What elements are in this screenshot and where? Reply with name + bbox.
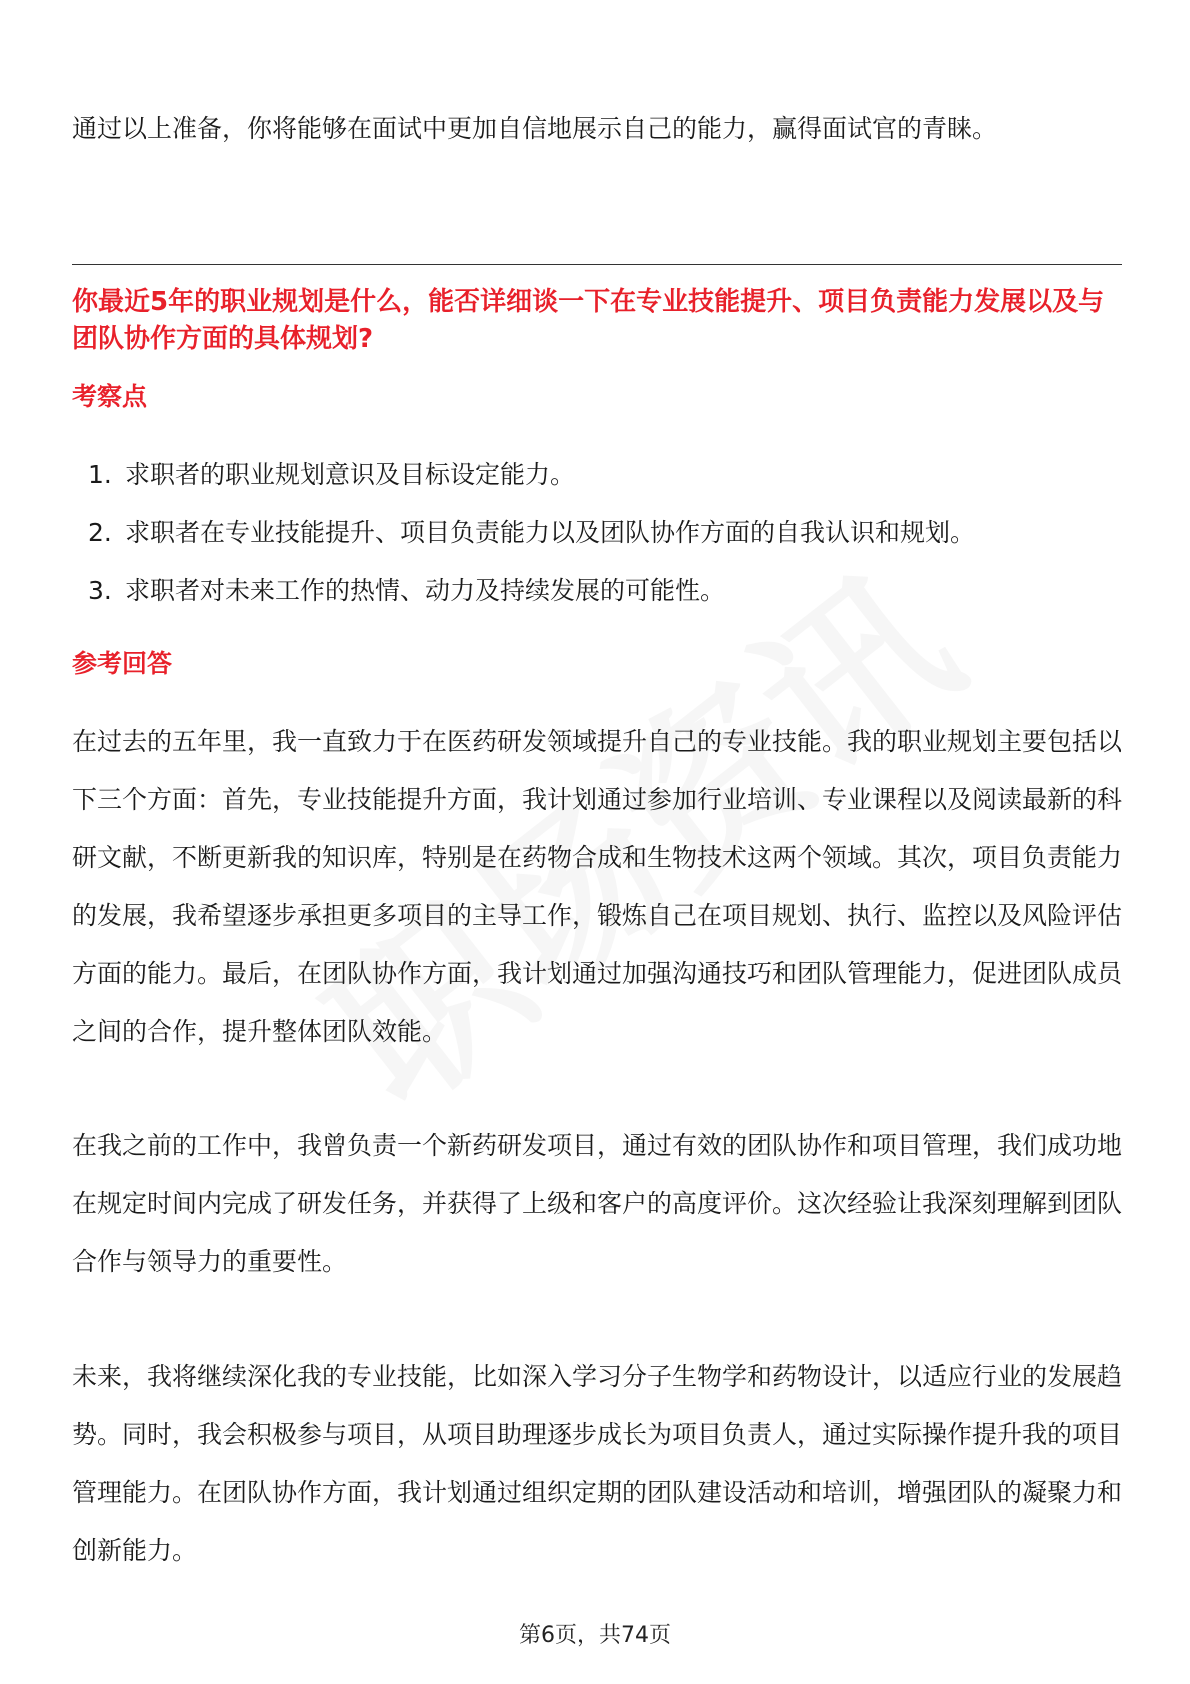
answer-paragraph: 在我之前的工作中，我曾负责一个新药研发项目，通过有效的团队协作和项目管理，我们成功地在规定时间内完成了研发任务，并获得了上级和客户的高度评价。这次经验让我深刻理解到团队合作与领导力的重要性。 <box>72 1131 1123 1276</box>
list-item-number: 3. <box>88 576 112 605</box>
points-list <box>88 458 1122 632</box>
page-number: 第6页，共74页 <box>519 1623 671 1648</box>
list-item-text: 求职者在专业技能提升、项目负责能力以及团队协作方面的自我认识和规划。 <box>125 518 976 547</box>
answer-paragraph: 未来，我将继续深化我的专业技能，比如深入学习分子生物学和药物设计，以适应行业的发展趋势。同时，我会积极参与项目，从项目助理逐步成长为项目负责人，通过实际操作提升我的项目管理能力。在团队协作方面，我计划通过组织定期的团队建设活动和培训，增强团队的凝聚力和创新能力。 <box>72 1362 1123 1565</box>
list-item-number: 2. <box>88 518 112 547</box>
list-item <box>88 458 1122 516</box>
document-page <box>72 0 1122 1684</box>
points-title: 考察点 <box>72 382 148 411</box>
intro-paragraph: 通过以上准备，你将能够在面试中更加自信地展示自己的能力，赢得面试官的青睐。 <box>72 114 998 143</box>
list-item-text: 求职者的职业规划意识及目标设定能力。 <box>125 460 576 489</box>
list-item-text: 求职者对未来工作的热情、动力及持续发展的可能性。 <box>125 576 726 605</box>
list-item <box>88 516 1122 574</box>
section-divider <box>72 264 1122 265</box>
question-heading: 你最近5年的职业规划是什么，能否详细谈一下在专业技能提升、项目负责能力发展以及与团队协作方面的具体规划? <box>72 287 1105 354</box>
list-item <box>88 574 1122 632</box>
answer-paragraph: 在过去的五年里，我一直致力于在医药研发领域提升自己的专业技能。我的职业规划主要包括以下三个方面：首先，专业技能提升方面，我计划通过参加行业培训、专业课程以及阅读最新的科研文献，不断更新我的知识库，特别是在药物合成和生物技术这两个领域。其次，项目负责能力的发展，我希望逐步承担更多项目的主导工作，锻炼自己在项目规划、执行、监控以及风险评估方面的能力。最后，在团队协作方面，我计划通过加强沟通技巧和团队管理能力，促进团队成员之间的合作，提升整体团队效能。 <box>72 727 1123 1046</box>
answer-title: 参考回答 <box>72 649 173 678</box>
list-item-number: 1. <box>88 460 112 489</box>
